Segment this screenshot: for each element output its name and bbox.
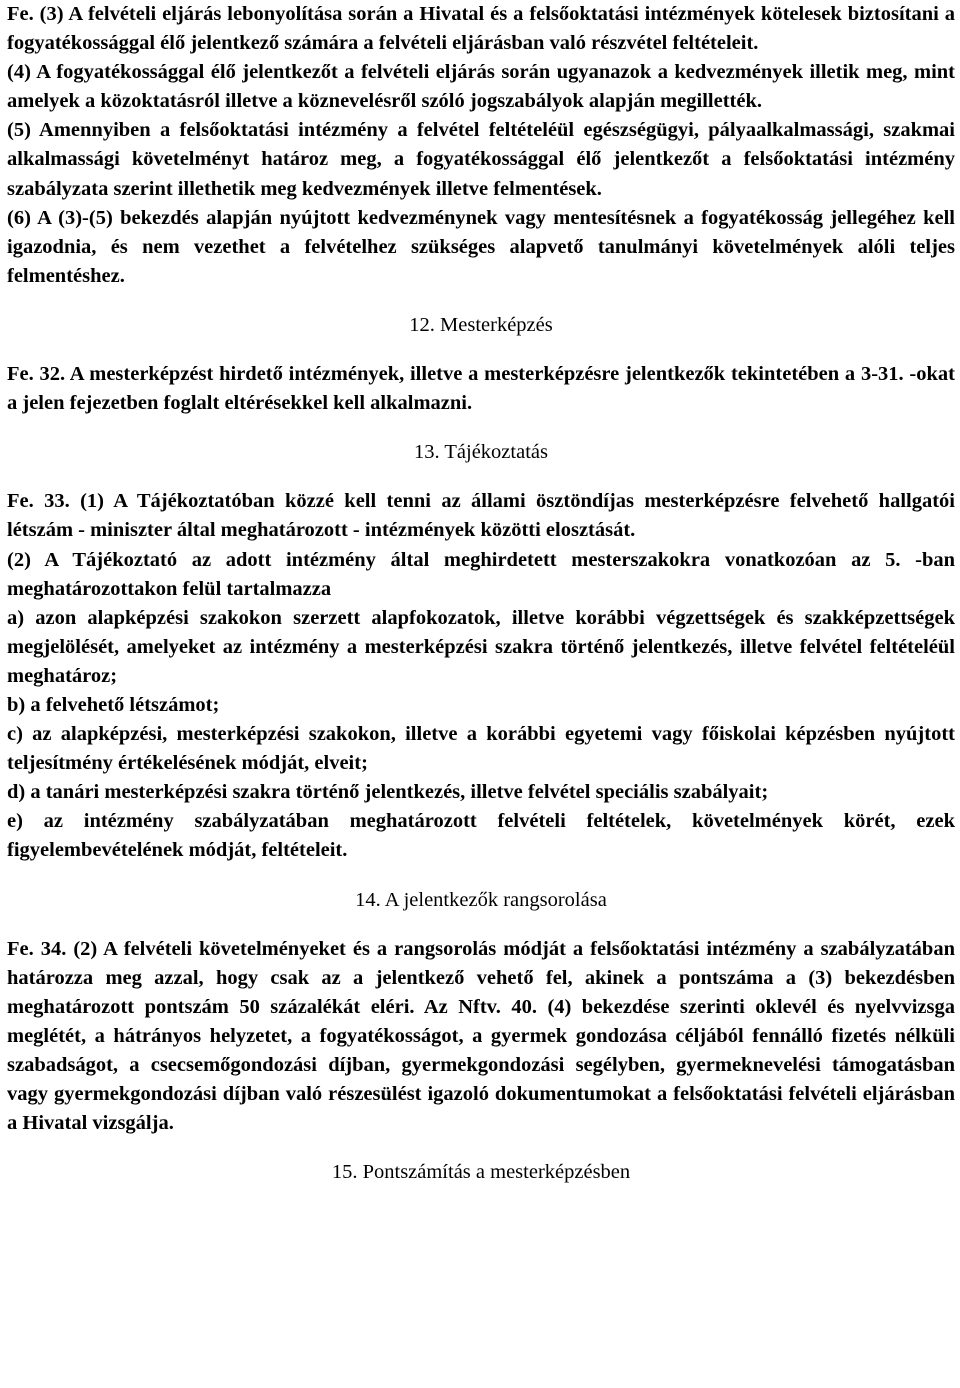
list-item-fe33-a: a) azon alapképzési szakokon szerzett alapfokozatok, illetve korábbi végzettségek és szakképzettségek megjelölését, amelyeket az intézmény a mesterképzési szakra történő jelentkezés, illetve felvétel feltételéül meghatároz; bbox=[7, 606, 955, 687]
paragraph-fe34: Fe. 34. (2) A felvételi követelményeket és a rangsorolás módját a felsőoktatási intézmény a szabályzatában határozza meg azzal, hogy csak az a jelentkező vehető fel, akinek a pontszáma a (3) bekezdésben meghatározott pontszám 50 százalékát eléri. Az Nftv. 40. (4) bekezdése szerinti oklevél és nyelvvizsga meglétét, a hátrányos helyzetet, a fogyatékosságot, a gyermek gondozása céljából fennálló fizetés nélküli szabadságot, a csecsemőgondozási díjban, gyermekgondozási segélyben, gyermeknevelési támogatásban vagy gyermekgondozási díjban való részesülést igazoló dokumentumokat a felsőoktatási felvételi eljárásban a Hivatal vizsgálja. bbox=[7, 937, 955, 1135]
spacer bbox=[7, 418, 955, 438]
document-page bbox=[7, 0, 955, 1187]
list-item-fe33-c: c) az alapképzési, mesterképzési szakokon, illetve a korábbi egyetemi vagy főiskolai képzésben nyújtott teljesítmény értékelésének módját, elveit; bbox=[7, 723, 955, 775]
section-heading-13: 13. Tájékoztatás bbox=[414, 441, 548, 464]
spacer bbox=[7, 340, 955, 360]
list-item-fe33-e: e) az intézmény szabályzatában meghatározott felvételi feltételek, követelmények körét, ezek figyelembevételének módját, feltételeit. bbox=[7, 810, 955, 862]
paragraph-fe31-5: (5) Amennyiben a felsőoktatási intézmény a felvétel feltételéül egészségügyi, pályaalkalmassági, szakmai alkalmassági követelményt határoz meg, a fogyatékossággal élő jelentkezőt a felsőoktatási intézmény szabályzata szerint illethetik meg kedvezmények illetve felmentések. bbox=[7, 119, 955, 200]
section-heading-12: 12. Mesterképzés bbox=[409, 313, 553, 336]
paragraph-fe33-1: Fe. 33. (1) A Tájékoztatóban közzé kell tenni az állami ösztöndíjas mesterképzésre felvehető hallgatói létszám - miniszter által meghatározott - intézmények közötti elosztását. bbox=[7, 490, 955, 542]
spacer bbox=[7, 1138, 955, 1158]
list-item-fe33-b: b) a felvehető létszámot; bbox=[7, 693, 220, 716]
paragraph-fe32: Fe. 32. A mesterképzést hirdető intézmények, illetve a mesterképzésre jelentkezők tekintetében a 3-31. -okat a jelen fejezetben foglalt eltérésekkel kell alkalmazni. bbox=[7, 363, 955, 415]
spacer bbox=[7, 291, 955, 311]
paragraph-fe33-2: (2) A Tájékoztató az adott intézmény által meghirdetett mesterszakokra vonatkozóan az 5. -ban meghatározottakon felül tartalmazza bbox=[7, 548, 955, 600]
spacer bbox=[7, 915, 955, 935]
section-heading-15: 15. Pontszámítás a mesterképzésben bbox=[331, 1161, 631, 1184]
spacer bbox=[7, 866, 955, 886]
section-heading-14: 14. A jelentkezők rangsorolása bbox=[355, 888, 607, 911]
paragraph-fe31-3: Fe. (3) A felvételi eljárás lebonyolítása során a Hivatal és a felsőoktatási intézmények kötelesek biztosítani a fogyatékossággal élő jelentkező számára a felvételi eljárásban való részvétel feltételeit. bbox=[7, 3, 955, 55]
list-item-fe33-d: d) a tanári mesterképzési szakra történő jelentkezés, illetve felvétel speciális szabályait; bbox=[7, 781, 769, 804]
paragraph-fe31-4: (4) A fogyatékossággal élő jelentkezőt a felvételi eljárás során ugyanazok a kedvezmények illetik meg, mint amelyek a közoktatásról illetve a köznevelésről szóló jogszabályok alapján megillették. bbox=[7, 61, 955, 113]
spacer bbox=[7, 467, 955, 487]
paragraph-fe31-6: (6) A (3)-(5) bekezdés alapján nyújtott kedvezménynek vagy mentesítésnek a fogyatékosság jellegéhez kell igazodnia, és nem vezethet a felvételhez szükséges alapvető tanulmányi követelmények alóli teljes felmentéshez. bbox=[7, 206, 955, 287]
